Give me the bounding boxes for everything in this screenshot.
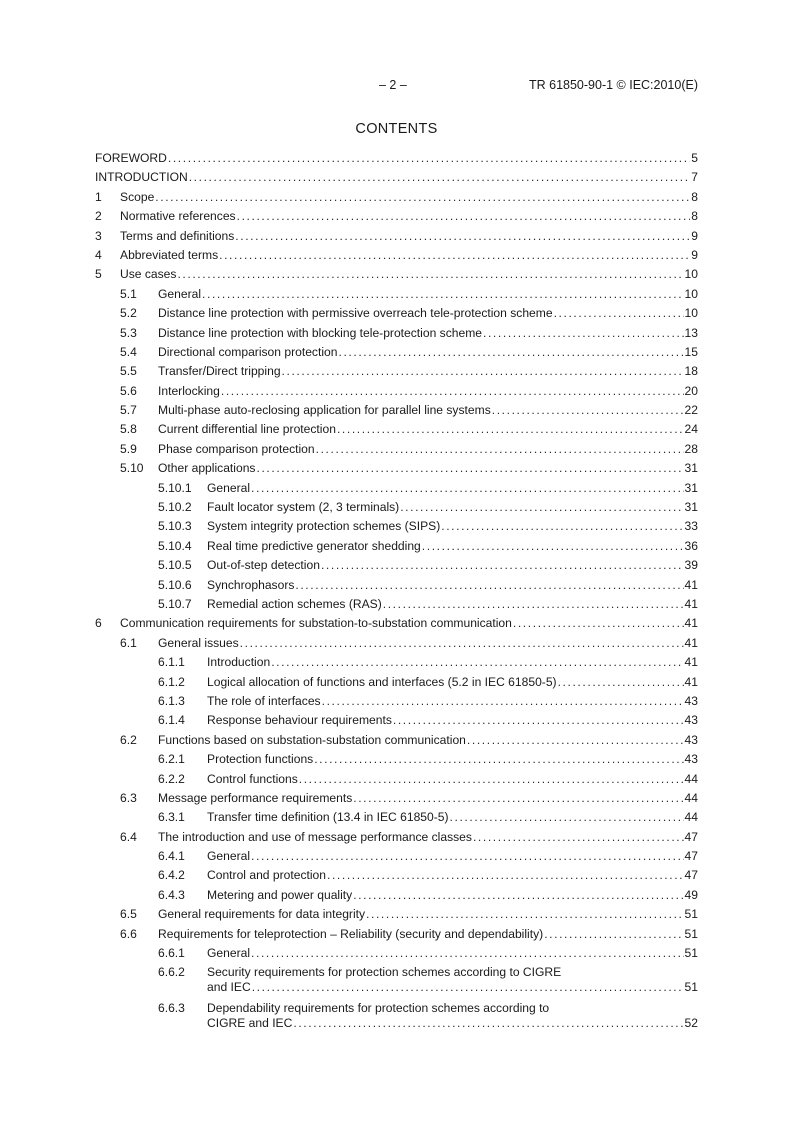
toc-entry-title: Distance line protection with blocking tele-protection scheme bbox=[158, 325, 483, 340]
toc-entry-number: 3 bbox=[95, 228, 102, 243]
toc-entry-page: 41 bbox=[684, 577, 698, 592]
toc-entry[interactable] bbox=[95, 927, 698, 946]
toc-entry-page: 51 bbox=[684, 946, 698, 961]
document-reference: TR 61850-90-1 © IEC:2010(E) bbox=[528, 78, 698, 92]
toc-entry-number: 1 bbox=[95, 189, 102, 204]
toc-entry-number: 6.4.3 bbox=[158, 887, 185, 902]
toc-entry[interactable] bbox=[95, 209, 698, 228]
leader-dots bbox=[513, 616, 684, 631]
toc-entry-page: 10 bbox=[684, 286, 698, 301]
toc-entry-page: 41 bbox=[684, 616, 698, 631]
leader-dots bbox=[221, 384, 684, 399]
toc-entry[interactable] bbox=[95, 868, 698, 887]
toc-entry[interactable] bbox=[95, 616, 698, 635]
leader-dots bbox=[177, 267, 683, 282]
leader-dots bbox=[235, 229, 690, 244]
toc-entry-number: 6.1.2 bbox=[158, 674, 185, 689]
toc-entry-number: 5.3 bbox=[120, 325, 137, 340]
toc-entry-number: 5 bbox=[95, 267, 102, 282]
toc-entry-number: 6.2.1 bbox=[158, 752, 185, 767]
toc-entry-title: Terms and definitions bbox=[120, 228, 235, 243]
toc-entry[interactable] bbox=[95, 907, 698, 926]
leader-dots bbox=[327, 868, 684, 883]
toc-entry-number: 6.2.2 bbox=[158, 771, 185, 786]
toc-entry-page: 44 bbox=[684, 771, 698, 786]
toc-entry-page: 22 bbox=[684, 403, 698, 418]
toc-entry-title: Multi-phase auto-reclosing application for parallel line systems bbox=[158, 403, 491, 418]
toc-entry-number: 6.6.3 bbox=[158, 1001, 185, 1016]
toc-entry-number: 6.3.1 bbox=[158, 810, 185, 825]
toc-entry-title: Phase comparison protection bbox=[158, 441, 315, 456]
toc-entry-number: 5.10.7 bbox=[158, 596, 192, 611]
toc-entry-title: Fault locator system (2, 3 terminals) bbox=[207, 500, 400, 515]
toc-entry-page: 5 bbox=[691, 151, 698, 165]
toc-entry-page: 44 bbox=[684, 790, 698, 805]
toc-entry[interactable] bbox=[95, 519, 698, 538]
contents-heading: CONTENTS bbox=[355, 121, 438, 137]
toc-entry-page: 44 bbox=[684, 810, 698, 825]
toc-entry-number: 5.1 bbox=[120, 286, 137, 301]
toc-entry-title: General bbox=[158, 286, 202, 301]
toc-entry-page: 31 bbox=[684, 461, 698, 476]
leader-dots bbox=[393, 713, 684, 728]
toc-entry-title: General bbox=[207, 849, 251, 864]
toc-entry-title: Other applications bbox=[158, 461, 256, 476]
toc-entry-page: 47 bbox=[684, 829, 698, 844]
toc-entry-number: 6.1.1 bbox=[158, 655, 185, 670]
toc-entry-title: General requirements for data integrity bbox=[158, 907, 366, 922]
toc-entry-title: Out-of-step detection bbox=[207, 558, 320, 573]
toc-entry-title: Introduction bbox=[207, 655, 271, 670]
toc-entry-page: 51 bbox=[684, 907, 698, 922]
toc-entry-title: Metering and power quality bbox=[207, 887, 353, 902]
toc-entry-title: System integrity protection schemes (SIPS) bbox=[207, 519, 441, 534]
toc-entry-page: 43 bbox=[684, 713, 698, 728]
leader-dots bbox=[353, 791, 683, 806]
leader-dots bbox=[316, 442, 684, 457]
toc-entry[interactable] bbox=[95, 384, 698, 403]
toc-entry-title: Functions based on substation-substation communication bbox=[158, 732, 466, 747]
toc-entry-page: 39 bbox=[684, 558, 698, 573]
toc-entry-page: 36 bbox=[684, 538, 698, 553]
toc-entry-number: 5.10.5 bbox=[158, 558, 192, 573]
leader-dots bbox=[422, 539, 684, 554]
toc-entry[interactable] bbox=[95, 1001, 698, 1037]
leader-dots bbox=[558, 675, 684, 690]
toc-entry[interactable] bbox=[95, 345, 698, 364]
toc-entry-page: 51 bbox=[684, 980, 698, 995]
toc-entry-number: 5.10.4 bbox=[158, 538, 192, 553]
toc-entry-title: Real time predictive generator shedding bbox=[207, 538, 421, 553]
toc-entry[interactable] bbox=[95, 403, 698, 422]
toc-entry[interactable] bbox=[95, 481, 698, 500]
toc-entry[interactable] bbox=[95, 733, 698, 752]
toc-entry-number: 5.9 bbox=[120, 441, 137, 456]
leader-dots bbox=[271, 655, 683, 670]
toc-entry-number: 6.6.2 bbox=[158, 965, 185, 980]
toc-entry[interactable] bbox=[95, 772, 698, 791]
toc-entry-title: Requirements for teleprotection – Reliability (security and dependability) bbox=[158, 926, 544, 941]
toc-entry[interactable] bbox=[95, 190, 698, 209]
toc-entry-title: Transfer time definition (13.4 in IEC 61850-5) bbox=[207, 810, 449, 825]
toc-entry-title: Synchrophasors bbox=[207, 577, 295, 592]
toc-entry-page: 9 bbox=[691, 228, 698, 243]
toc-entry-number: 6.1 bbox=[120, 635, 137, 650]
toc-entry-title: Remedial action schemes (RAS) bbox=[207, 596, 382, 611]
toc-entry-page: 7 bbox=[691, 170, 698, 185]
leader-dots bbox=[251, 849, 684, 864]
leader-dots bbox=[544, 927, 683, 942]
toc-entry-title: Control and protection bbox=[207, 868, 326, 883]
toc-entry-title: General issues bbox=[158, 635, 239, 650]
toc-entry-number: 5.4 bbox=[120, 344, 137, 359]
toc-entry[interactable] bbox=[95, 500, 698, 519]
toc-entry-title: Message performance requirements bbox=[158, 790, 353, 805]
toc-entry[interactable] bbox=[95, 364, 698, 383]
leader-dots bbox=[240, 636, 684, 651]
toc-entry-title: Interlocking bbox=[158, 383, 220, 398]
toc-entry-number: 5.6 bbox=[120, 383, 137, 398]
leader-dots bbox=[450, 810, 684, 825]
toc-entry-title: Response behaviour requirements bbox=[207, 713, 392, 728]
toc-entry[interactable] bbox=[95, 422, 698, 441]
leader-dots bbox=[383, 597, 684, 612]
leader-dots bbox=[219, 248, 690, 263]
leader-dots bbox=[366, 907, 684, 922]
toc-entry-title-continued: and IEC bbox=[207, 980, 251, 995]
leader-dots bbox=[338, 345, 683, 360]
toc-entry[interactable] bbox=[95, 267, 698, 286]
toc-entry-number: 6.4.2 bbox=[158, 868, 185, 883]
toc-entry-number: 6.1.4 bbox=[158, 713, 185, 728]
toc-entry-page: 13 bbox=[684, 325, 698, 340]
toc-entry[interactable] bbox=[95, 675, 698, 694]
toc-entry-page: 15 bbox=[684, 344, 698, 359]
leader-dots bbox=[353, 888, 683, 903]
toc-entry-page: 47 bbox=[684, 849, 698, 864]
toc-entry-number: 2 bbox=[95, 209, 102, 224]
toc-entry[interactable] bbox=[95, 636, 698, 655]
toc-entry-number: 6.1.3 bbox=[158, 693, 185, 708]
toc-entry[interactable] bbox=[95, 791, 698, 810]
toc-entry[interactable] bbox=[95, 888, 698, 907]
leader-dots bbox=[295, 578, 683, 593]
toc-entry-number: 5.10.6 bbox=[158, 577, 192, 592]
leader-dots bbox=[237, 209, 691, 224]
toc-entry[interactable] bbox=[95, 694, 698, 713]
toc-entry-number: 5.10.2 bbox=[158, 500, 192, 515]
leader-dots bbox=[155, 190, 690, 205]
toc-entry-number: 6.6.1 bbox=[158, 946, 185, 961]
toc-entry[interactable] bbox=[95, 461, 698, 480]
toc-entry-page: 33 bbox=[684, 519, 698, 534]
leader-dots bbox=[441, 519, 683, 534]
toc-entry-number: 6.4 bbox=[120, 829, 137, 844]
leader-dots bbox=[189, 170, 691, 185]
leader-dots bbox=[293, 1016, 683, 1031]
toc-entry-title: Transfer/Direct tripping bbox=[158, 364, 281, 379]
toc-entry[interactable] bbox=[95, 578, 698, 597]
toc-entry[interactable] bbox=[95, 655, 698, 674]
toc-entry-title: Abbreviated terms bbox=[120, 247, 219, 262]
toc-entry[interactable] bbox=[95, 946, 698, 965]
toc-entry[interactable] bbox=[95, 597, 698, 616]
toc-entry-page: 18 bbox=[684, 364, 698, 379]
toc-entry-title: The introduction and use of message performance classes bbox=[158, 829, 472, 844]
leader-dots bbox=[492, 403, 684, 418]
leader-dots bbox=[282, 364, 684, 379]
toc-entry[interactable] bbox=[95, 752, 698, 771]
toc-entry[interactable] bbox=[95, 170, 698, 189]
toc-entry-number: 5.10 bbox=[120, 461, 144, 476]
toc-entry-number: 6 bbox=[95, 616, 102, 631]
leader-dots bbox=[467, 733, 684, 748]
toc-entry-number: 5.10.3 bbox=[158, 519, 192, 534]
toc-entry-page: 31 bbox=[684, 480, 698, 495]
leader-dots bbox=[483, 326, 684, 341]
toc-entry[interactable] bbox=[95, 229, 698, 248]
leader-dots bbox=[321, 558, 684, 573]
toc-entry-title: Dependability requirements for protection schemes according to bbox=[207, 1001, 550, 1016]
toc-entry-page: 20 bbox=[684, 383, 698, 398]
toc-entry[interactable] bbox=[95, 539, 698, 558]
leader-dots bbox=[400, 500, 683, 515]
toc-entry-title: Directional comparison protection bbox=[158, 344, 338, 359]
leader-dots bbox=[322, 694, 684, 709]
toc-entry-page: 47 bbox=[684, 868, 698, 883]
toc-entry-page: 52 bbox=[684, 1016, 698, 1031]
toc-entry-page: 43 bbox=[684, 693, 698, 708]
toc-entry-number: 4 bbox=[95, 247, 102, 262]
toc-entry[interactable] bbox=[95, 713, 698, 732]
toc-entry-page: 10 bbox=[684, 306, 698, 321]
leader-dots bbox=[202, 287, 684, 302]
toc-entry[interactable] bbox=[95, 558, 698, 577]
toc-entry[interactable] bbox=[95, 849, 698, 868]
toc-entry-page: 8 bbox=[691, 209, 698, 224]
toc-entry-title: The role of interfaces bbox=[207, 693, 321, 708]
toc-entry-title: Logical allocation of functions and interfaces (5.2 in IEC 61850-5) bbox=[207, 674, 557, 689]
leader-dots bbox=[251, 481, 684, 496]
toc-entry-number: 5.10.1 bbox=[158, 480, 192, 495]
leader-dots bbox=[473, 830, 684, 845]
toc-entry-number: 6.3 bbox=[120, 790, 137, 805]
leader-dots bbox=[314, 752, 683, 767]
toc-entry-page: 51 bbox=[684, 926, 698, 941]
leader-dots bbox=[252, 980, 684, 995]
leader-dots bbox=[299, 772, 684, 787]
toc-entry[interactable] bbox=[95, 326, 698, 345]
toc-entry-title: Current differential line protection bbox=[158, 422, 336, 437]
toc-entry-page: 41 bbox=[684, 596, 698, 611]
leader-dots bbox=[256, 461, 683, 476]
toc-entry-title-continued: CIGRE and IEC bbox=[207, 1016, 293, 1031]
toc-entry-title: General bbox=[207, 946, 251, 961]
toc-entry-page: 49 bbox=[684, 887, 698, 902]
toc-entry-number: 5.2 bbox=[120, 306, 137, 321]
toc-entry-title: Scope bbox=[120, 189, 155, 204]
table-of-contents bbox=[95, 151, 698, 1037]
toc-entry-title: Distance line protection with permissive overreach tele-protection scheme bbox=[158, 306, 553, 321]
leader-dots bbox=[168, 151, 690, 166]
toc-entry-title: FOREWORD bbox=[95, 151, 167, 165]
toc-entry-title: Control functions bbox=[207, 771, 298, 786]
toc-entry-page: 24 bbox=[684, 422, 698, 437]
toc-entry[interactable] bbox=[95, 306, 698, 325]
toc-entry-page: 31 bbox=[684, 500, 698, 515]
toc-entry-page: 9 bbox=[691, 247, 698, 262]
toc-entry-page: 41 bbox=[684, 635, 698, 650]
toc-entry-number: 5.7 bbox=[120, 403, 137, 418]
toc-entry-number: 6.6 bbox=[120, 926, 137, 941]
toc-entry-number: 6.2 bbox=[120, 732, 137, 747]
toc-entry-number: 5.5 bbox=[120, 364, 137, 379]
toc-entry-page: 10 bbox=[684, 267, 698, 282]
toc-entry-title: Protection functions bbox=[207, 752, 314, 767]
toc-entry-number: 5.8 bbox=[120, 422, 137, 437]
toc-entry-page: 41 bbox=[684, 655, 698, 670]
toc-entry-title: Use cases bbox=[120, 267, 177, 282]
toc-entry[interactable] bbox=[95, 151, 698, 170]
toc-entry-title: Communication requirements for substation-to-substation communication bbox=[120, 616, 512, 631]
toc-entry-page: 41 bbox=[684, 674, 698, 689]
toc-entry-number: 6.5 bbox=[120, 907, 137, 922]
toc-entry[interactable] bbox=[95, 830, 698, 849]
leader-dots bbox=[337, 422, 684, 437]
toc-entry-page: 28 bbox=[684, 441, 698, 456]
toc-entry-page: 43 bbox=[684, 732, 698, 747]
toc-entry-page: 8 bbox=[691, 189, 698, 204]
toc-entry[interactable] bbox=[95, 810, 698, 829]
toc-entry[interactable] bbox=[95, 287, 698, 306]
leader-dots bbox=[554, 306, 684, 321]
toc-entry[interactable] bbox=[95, 248, 698, 267]
leader-dots bbox=[251, 946, 684, 961]
toc-entry-title: INTRODUCTION bbox=[95, 170, 188, 185]
toc-entry[interactable] bbox=[95, 442, 698, 461]
toc-entry-title: General bbox=[207, 480, 251, 495]
toc-entry-title: Security requirements for protection schemes according to CIGRE bbox=[207, 965, 562, 980]
toc-entry-number: 6.4.1 bbox=[158, 849, 185, 864]
toc-entry[interactable] bbox=[95, 965, 698, 1001]
toc-entry-page: 43 bbox=[684, 752, 698, 767]
toc-entry-title: Normative references bbox=[120, 209, 236, 224]
page-number: – 2 – bbox=[379, 78, 407, 92]
